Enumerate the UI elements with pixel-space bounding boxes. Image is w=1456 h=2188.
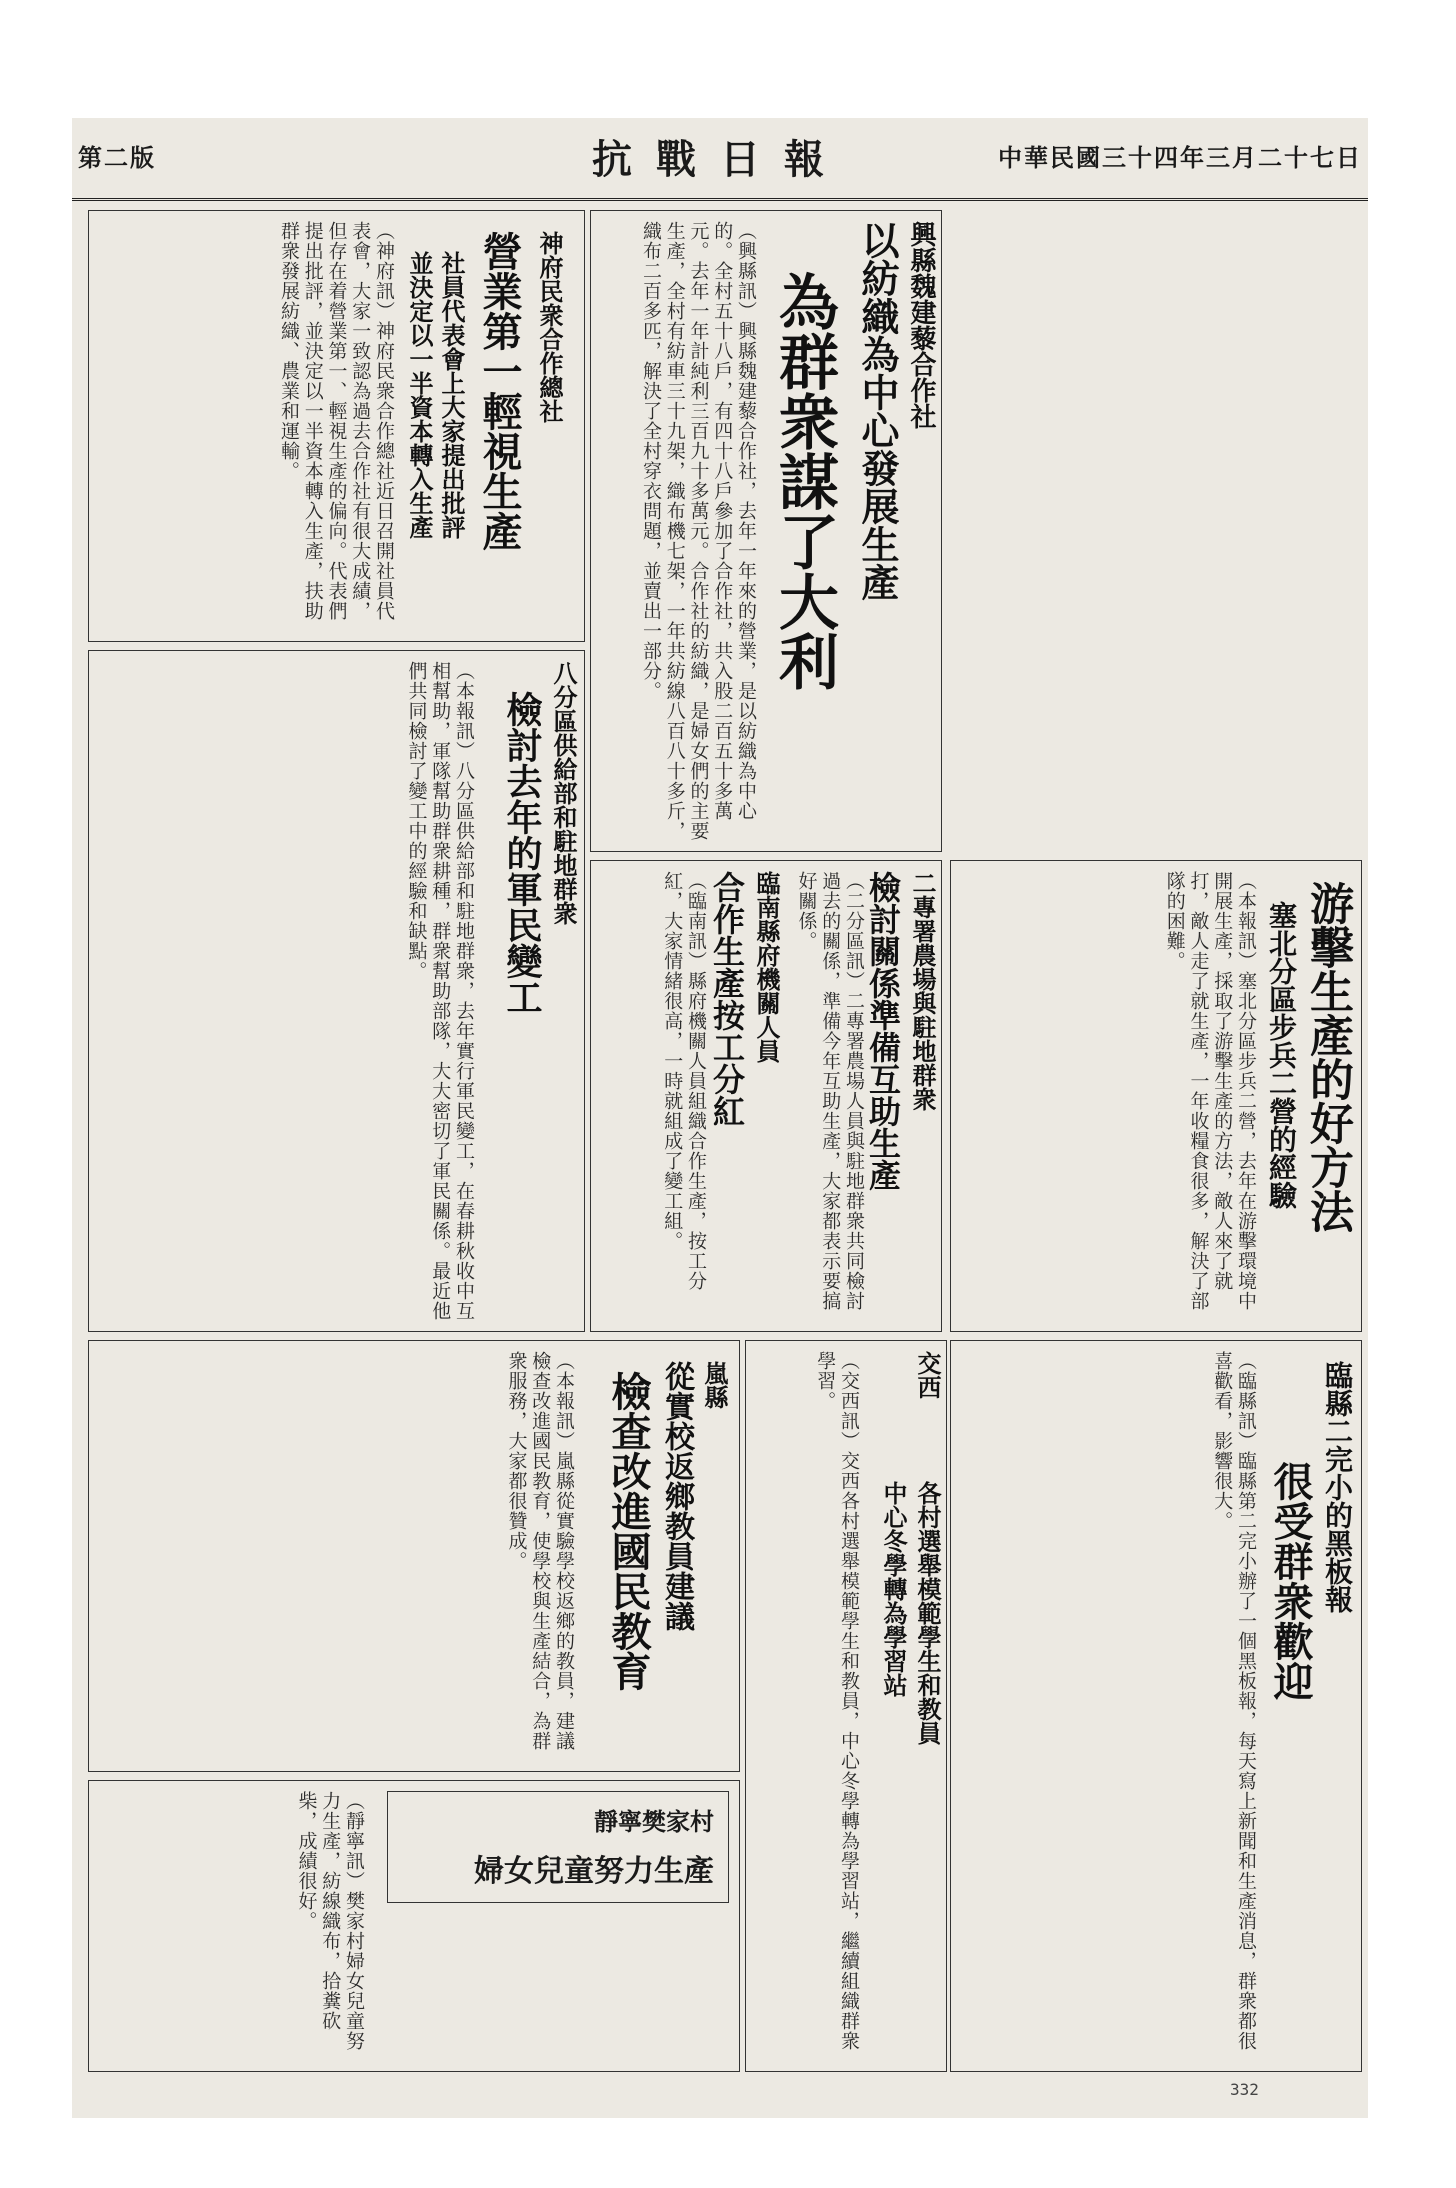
article-headline: 為群衆謀了大利: [769, 271, 839, 691]
article-headline: 營業第一輕視生產: [476, 231, 523, 551]
article-body: （本報訊）嵐縣從實驗學校返鄉的教員，建議檢查改進國民教育，使學校與生產結合，為群衆服務，大家都很贊成。: [505, 1351, 575, 1751]
article-women-children: [88, 1780, 740, 2072]
article-headline: 合作生產按工分紅: [708, 871, 746, 1127]
article-headline: 臨縣二完小的黑板報: [1321, 1361, 1354, 1613]
article-body: （交西訊）交西各村選舉模範學生和教員，中心冬學轉為學習站，繼續組織群衆學習。: [814, 1351, 860, 2051]
article-headline: 以紡織為中心發展生產: [855, 221, 900, 601]
edition-label: 第二版: [78, 143, 156, 172]
article-national-education: [88, 1340, 740, 1772]
page-number: 332: [1230, 2080, 1259, 2099]
article-headline: 檢討關係準備互助生產: [864, 871, 902, 1191]
article-kicker: 靜寧樊家村: [594, 1807, 714, 1836]
article-winter-school: [745, 1340, 947, 2072]
article-headline: 從實校返鄉教員建議: [659, 1361, 694, 1631]
article-body: （靜寧訊）樊家村婦女兒童努力生產，紡線織布，拾糞砍柴，成績很好。: [295, 1791, 365, 2051]
article-kicker: 嵐縣: [700, 1361, 729, 1409]
article-headline: 婦女兒童努力生產: [474, 1854, 714, 1889]
article-kicker: 興縣魏建藜合作社: [906, 221, 936, 429]
article-headline: 社員代表會上大家提出批評: [437, 251, 466, 539]
article-headline: 各村選舉模範學生和教員: [913, 1481, 942, 1745]
article-kicker: 交西: [913, 1351, 942, 1399]
article-kicker: 神府民衆合作總社: [535, 231, 564, 423]
article-kicker: 二專署農場與駐地群衆: [908, 871, 937, 1111]
article-headline: 檢討去年的軍民變工: [501, 691, 543, 1015]
article-body: （興縣訊）興縣魏建藜合作社，去年一年來的營業，是以紡織為中心的。全村五十八戶，有四十八戶參加了合作社，共入股二百五十多萬元。去年一年計純利三百九十多萬元。合作社的紡織，是婦女們的主要生產，全村有紡車三十九架，織布機七架，一年共紡線八百八十多斤，織布二百多匹，解決了全村穿衣問題，並賣出一部分。: [640, 221, 757, 841]
article-body: （臨南訊）縣府機關人員組織合作生產，按工分紅，大家情緒很高，一時就組成了變工組。: [661, 871, 707, 1291]
article-kicker: 臨南縣府機關人員: [752, 871, 781, 1063]
article-body: （二分區訊）二專署農場人員與駐地群衆共同檢討過去的關係，準備今年互助生產，大家都表示要搞好關係。: [795, 871, 865, 1311]
article-military-civil-exchange: [88, 650, 585, 1332]
paper-name: 抗戰日報: [592, 136, 848, 183]
article-title-box: [387, 1791, 729, 1903]
article-body: （本報訊）八分區供給部和駐地群衆，去年實行軍民變工，在春耕秋收中互相幫助，軍隊幫助群衆耕種，群衆幫助部隊，大大密切了軍民關係。最近他們共同檢討了變工中的經驗和缺點。: [405, 661, 475, 1321]
article-headline: 中心冬學轉為學習站: [879, 1481, 908, 1697]
article-kicker: 八分區供給部和駐地群衆: [549, 661, 578, 925]
article-headline: 檢查改進國民教育: [605, 1371, 652, 1691]
article-farm-mutual-aid: [590, 860, 942, 1332]
article-body: （神府訊）神府民衆合作總社近日召開社員代表會，大家一致認為過去合作社有很大成績，但存在着營業第一、輕視生產的偏向。代表們提出批評，並決定以一半資本轉入生產，扶助群衆發展紡織、農業和運輸。: [278, 221, 395, 621]
article-headline: 並決定以一半資本轉入生產: [405, 251, 434, 539]
article-blackboard-newspaper: [950, 1340, 1362, 2072]
article-headline: 游擊生產的好方法: [1302, 881, 1353, 1233]
article-body: （本報訊）塞北分區步兵二營，去年在游擊環境中開展生產，採取了游擊生產的方法，敵人來了就打，敵人走了就生產，一年收糧食很多，解決了部隊的困難。: [1163, 871, 1257, 1311]
article-headline: 塞北分區步兵二營的經驗: [1265, 901, 1298, 1209]
article-shenfu-coop: [88, 210, 585, 642]
article-body: （臨縣訊）臨縣第二完小辦了一個黑板報，每天寫上新聞和生產消息，群衆都很喜歡看，影響很大。: [1211, 1351, 1257, 2051]
masthead: [72, 128, 1368, 201]
issue-date: 中華民國三十四年三月二十七日: [998, 143, 1362, 172]
article-guerrilla-production: [950, 860, 1362, 1332]
article-headline: 很受群衆歡迎: [1267, 1461, 1314, 1701]
article-weijianli-coop: [590, 210, 942, 852]
